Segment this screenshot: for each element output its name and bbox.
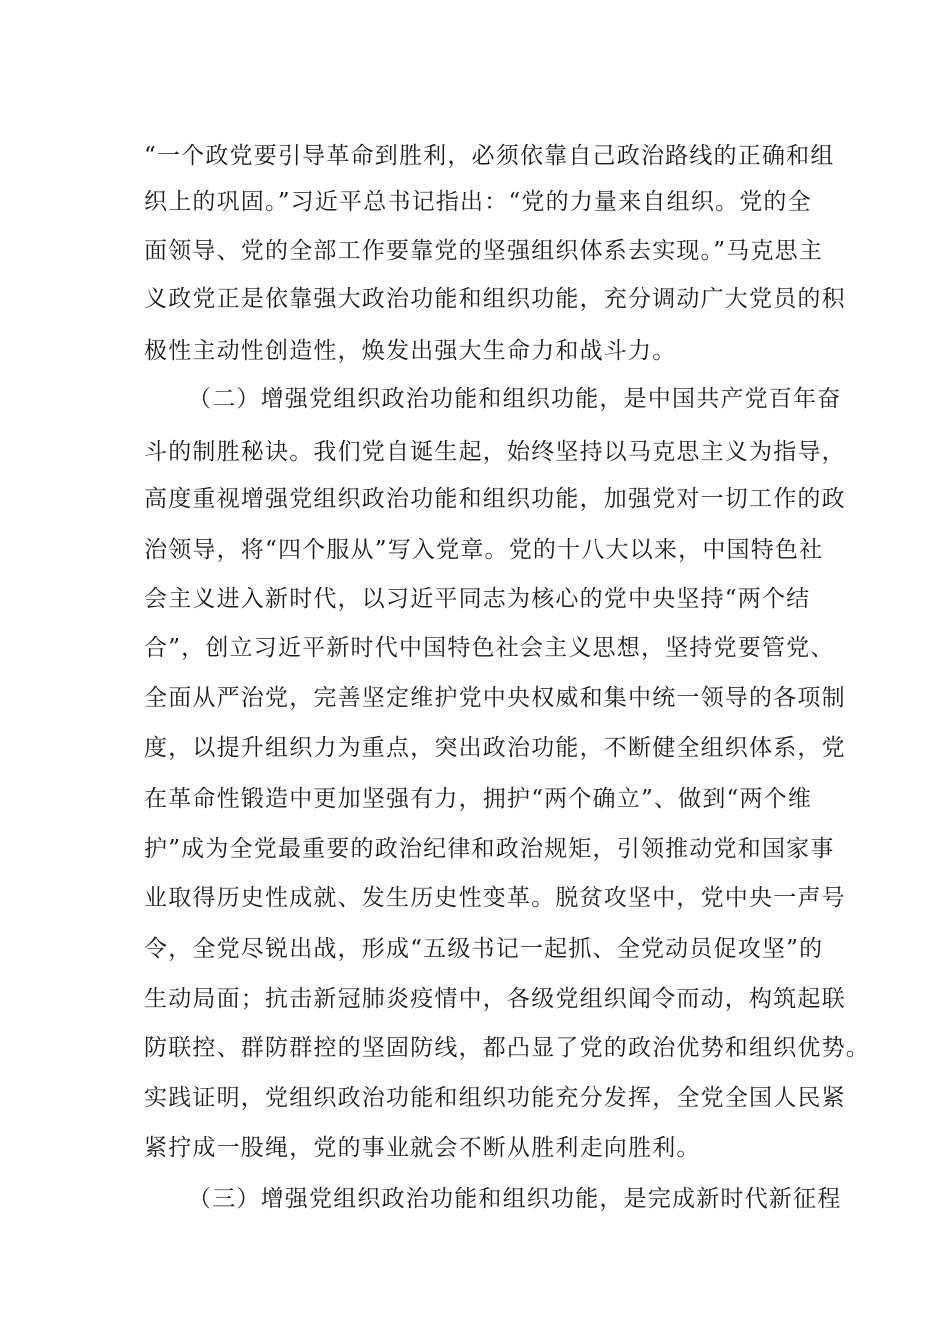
text-line: 斗的制胜秘诀。我们党自诞生起，始终坚持以马克思主义为指导， xyxy=(144,439,846,465)
text-line: 极性主动性创造性，焕发出强大生命力和战斗力。 xyxy=(144,338,677,364)
text-line: 生动局面；抗击新冠肺炎疫情中，各级党组织闻令而动，构筑起联 xyxy=(144,986,846,1012)
text-line: 合”，创立习近平新时代中国特色社会主义思想，坚持党要管党、 xyxy=(144,635,835,661)
text-line: 业取得历史性成就、发生历史性变革。脱贫攻坚中，党中央一声号 xyxy=(144,885,846,911)
text-line: 防联控、群防群控的坚固防线，都凸显了党的政治优势和组织优势。 xyxy=(144,1035,870,1061)
text-line: 高度重视增强党组织政治功能和组织功能，加强党对一切工作的政 xyxy=(144,486,846,512)
text-line: 全面从严治党，完善坚定维护党中央权威和集中统一领导的各项制 xyxy=(144,685,846,711)
text-line: 护”成为全党最重要的政治纪律和政治规矩，引领推动党和国家事 xyxy=(144,836,835,862)
text-line: 实践证明，党组织政治功能和组织功能充分发挥，全党全国人民紧 xyxy=(144,1085,846,1111)
text-line: 紧拧成一股绳，党的事业就会不断从胜利走向胜利。 xyxy=(144,1135,701,1161)
text-line: 在革命性锻造中更加坚强有力，拥护“两个确立”、做到“两个维 xyxy=(144,786,813,812)
paragraph-heading-3: （三）增强党组织政治功能和组织功能，是完成新时代新征程 xyxy=(188,1186,842,1212)
paragraph-heading-2: （二）增强党组织政治功能和组织功能，是中国共产党百年奋 xyxy=(188,386,842,412)
text-line: 治领导，将“四个服从”写入党章。党的十八大以来，中国特色社 xyxy=(144,537,824,563)
text-line: 令，全党尽锐出战，形成“五级书记一起抓、全党动员促攻坚”的 xyxy=(144,936,824,962)
text-line: 义政党正是依靠强大政治功能和组织功能，充分调动广大党员的积 xyxy=(144,286,846,312)
text-line: “一个政党要引导革命到胜利，必须依靠自己政治路线的正确和组 xyxy=(144,143,835,169)
text-line: 织上的巩固。”习近平总书记指出：“党的力量来自组织。党的全 xyxy=(144,189,812,215)
text-line: 会主义进入新时代，以习近平同志为核心的党中央坚持“两个结 xyxy=(144,586,811,612)
text-line: 面领导、党的全部工作要靠党的坚强组织体系去实现。”马克思主 xyxy=(144,238,824,264)
text-line: 度，以提升组织力为重点，突出政治功能，不断健全组织体系，党 xyxy=(144,735,846,761)
